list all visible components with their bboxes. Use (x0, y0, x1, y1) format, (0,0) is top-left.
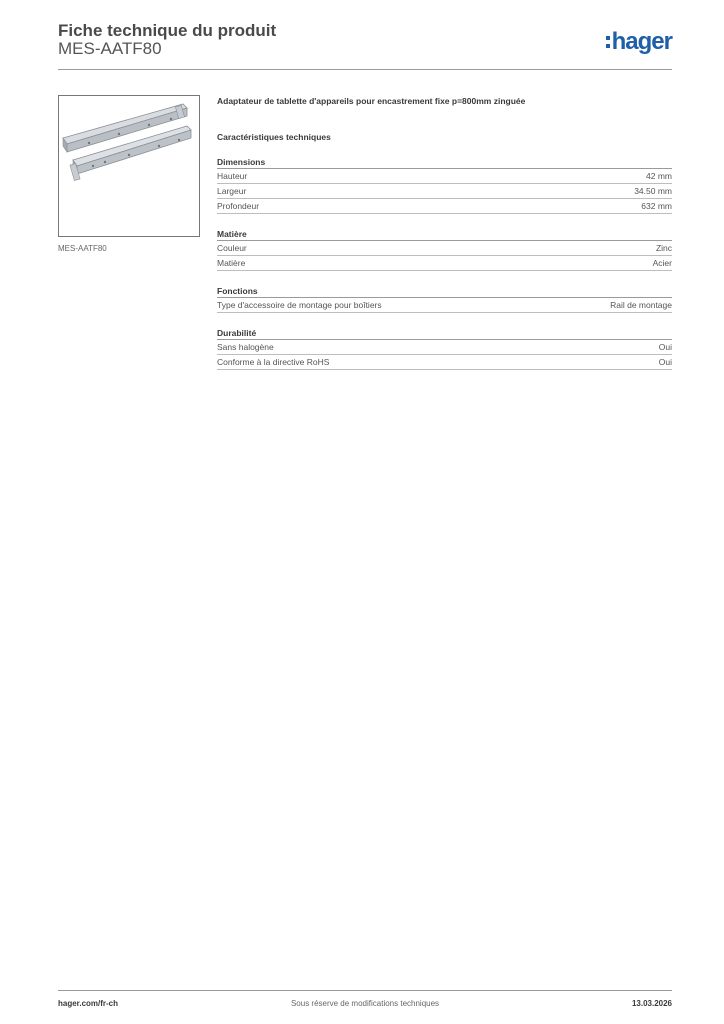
spec-group-material (217, 229, 672, 271)
spec-value: Rail de montage (610, 300, 672, 310)
spec-label: Matière (217, 258, 246, 268)
spec-row (217, 340, 672, 355)
footer-website-link[interactable]: hager.com/fr-ch (58, 999, 119, 1008)
footer-date: 13.03.2026 (631, 999, 672, 1008)
spec-label: Conforme à la directive RoHS (217, 357, 330, 367)
product-image (58, 95, 200, 237)
spec-group-functions (217, 286, 672, 313)
spec-group-dimensions (217, 157, 672, 214)
spec-row (217, 355, 672, 370)
specs-heading: Caractéristiques techniques (217, 132, 331, 142)
product-description: Adaptateur de tablette d'appareils pour encastrement fixe p=800mm zinguée (217, 96, 526, 106)
footer-notice: Sous réserve de modifications techniques (290, 999, 440, 1008)
spec-value: Zinc (655, 243, 672, 253)
spec-label: Sans halogène (217, 342, 274, 352)
spec-value: 34.50 mm (634, 186, 672, 196)
image-caption: MES-AATF80 (58, 244, 107, 253)
spec-value: 42 mm (646, 171, 672, 181)
spec-group-title: Dimensions (217, 157, 672, 169)
mounting-rail-illustration (59, 96, 199, 236)
spec-row (217, 241, 672, 256)
logo-colon-icon (606, 32, 611, 52)
spec-label: Couleur (217, 243, 247, 253)
page-header (58, 20, 672, 70)
spec-value: 632 mm (641, 201, 672, 211)
page-footer (58, 990, 672, 1013)
spec-label: Hauteur (217, 171, 248, 181)
spec-row (217, 184, 672, 199)
product-details (217, 96, 672, 370)
spec-row (217, 169, 672, 184)
spec-row (217, 199, 672, 214)
spec-group-title: Durabilité (217, 328, 672, 340)
spec-value: Oui (658, 342, 672, 352)
spec-group-durability (217, 328, 672, 370)
spec-value: Acier (652, 258, 672, 268)
hager-logo (606, 28, 672, 56)
spec-row (217, 256, 672, 271)
spec-row (217, 298, 672, 313)
logo-text: hager (611, 28, 672, 55)
spec-value: Oui (658, 357, 672, 367)
spec-group-title: Matière (217, 229, 672, 241)
spec-label: Largeur (217, 186, 247, 196)
spec-label: Profondeur (217, 201, 260, 211)
document-title: Fiche technique du produit (58, 21, 277, 40)
product-reference: MES-AATF80 (58, 39, 162, 58)
spec-label: Type d'accessoire de montage pour boîtiers (217, 300, 382, 310)
spec-group-title: Fonctions (217, 286, 672, 298)
